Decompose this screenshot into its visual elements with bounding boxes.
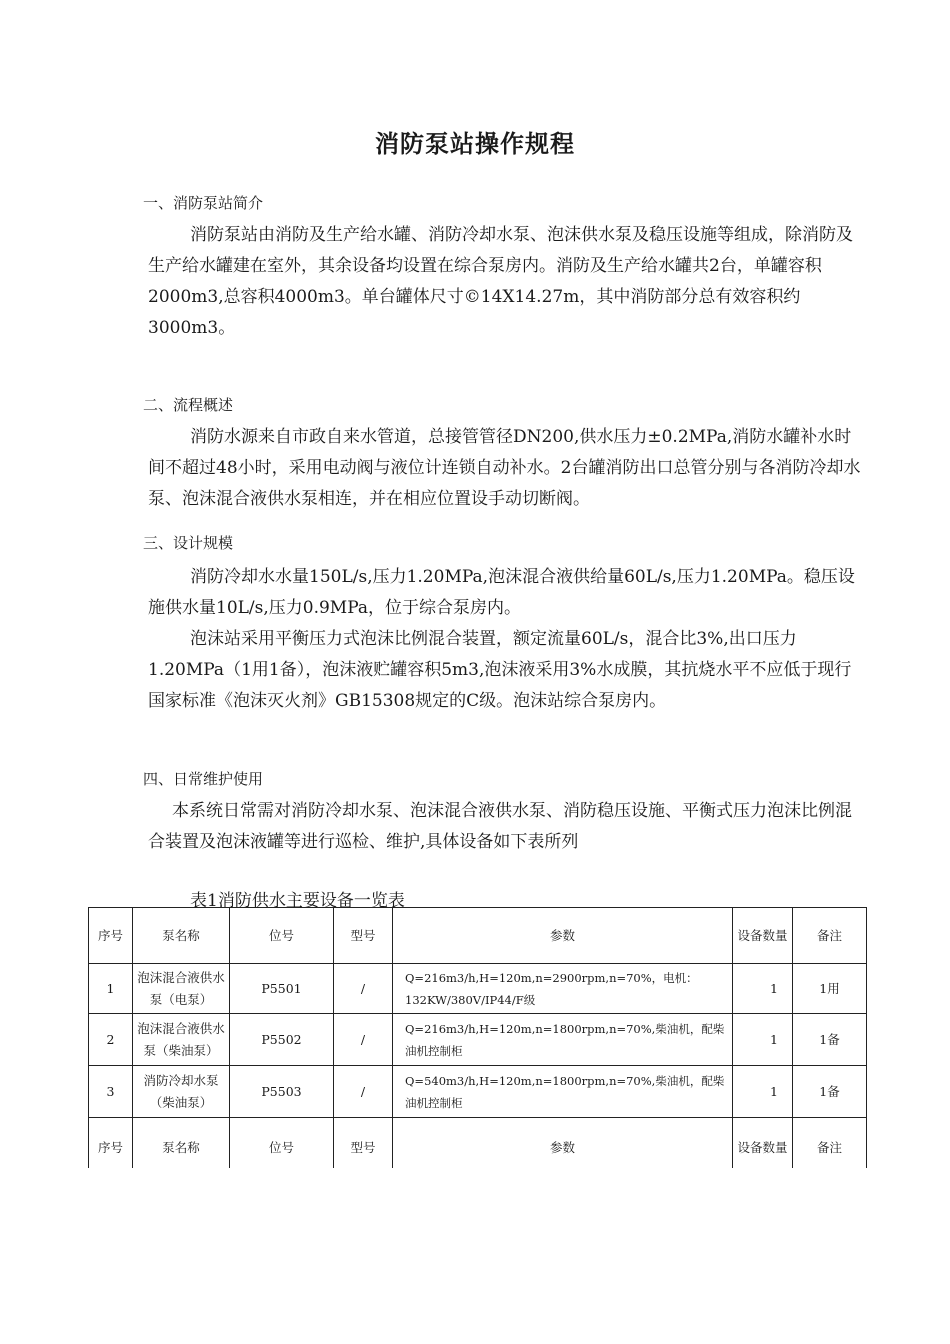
- header-cell: 备注: [793, 1118, 867, 1178]
- table-cell: 1: [733, 1066, 793, 1118]
- header-cell: 参数: [393, 1118, 733, 1178]
- header-cell: 泵名称: [133, 908, 230, 964]
- section-heading-3: 三、设计规模: [143, 534, 234, 552]
- header-cell: 设备数量: [733, 1118, 793, 1178]
- table-cell: P5501: [230, 964, 334, 1014]
- header-cell: 序号: [89, 1118, 133, 1178]
- table-cell: 1: [733, 1014, 793, 1066]
- table-cell: 3: [89, 1066, 133, 1118]
- table-cell: Q=216m3/h,H=120m,n=2900rpm,n=70%，电机：132KW/380V/IP44/F级: [393, 964, 733, 1014]
- section-4-paragraph: 本系统日常需对消防冷却水泵、泡沫混合液供水泵、消防稳压设施、平衡式压力泡沫比例混合装置及泡沫液罐等进行巡检、维护,具体设备如下表所列: [148, 801, 852, 852]
- table-cell: 2: [89, 1014, 133, 1066]
- section-heading-2: 二、流程概述: [143, 396, 234, 414]
- header-cell: 型号: [334, 1118, 393, 1178]
- section-1-paragraph: 消防泵站由消防及生产给水罐、消防冷却水泵、泡沫供水泵及稳压设施等组成，除消防及生产给水罐建在室外，其余设备均设置在综合泵房内。消防及生产给水罐共2台，单罐容积2000m3,总容积4000m3。单台罐体尺寸©14X14.27m，其中消防部分总有效容积约3000m3。: [148, 225, 853, 338]
- table-cell: 1: [89, 964, 133, 1014]
- table-cell: 1: [733, 964, 793, 1014]
- header-cell: 位号: [230, 1118, 334, 1178]
- table-cell: 泡沫混合液供水泵（电泵）: [133, 964, 230, 1014]
- table-row: [89, 964, 867, 1014]
- table-header-row: [89, 908, 867, 964]
- table-row: [89, 1014, 867, 1066]
- table-cell: /: [334, 1066, 393, 1118]
- table-row: [89, 1066, 867, 1118]
- header-cell: 备注: [793, 908, 867, 964]
- table-cell: P5502: [230, 1014, 334, 1066]
- table-cell: Q=540m3/h,H=120m,n=1800rpm,n=70%,柴油机，配柴油机控制柜: [393, 1066, 733, 1118]
- section-heading-4: 四、日常维护使用: [143, 770, 264, 788]
- section-3-paragraph-1: 消防冷却水水量150L/s,压力1.20MPa,泡沫混合液供给量60L/s,压力1.20MPa。稳压设施供水量10L/s,压力0.9MPa，位于综合泵房内。: [148, 567, 855, 618]
- section-3-paragraph-2: 泡沫站采用平衡压力式泡沫比例混合装置，额定流量60L/s，混合比3%,出口压力1.20MPa（1用1备），泡沫液贮罐容积5m3,泡沫液采用3%水成膜，其抗烧水平不应低于现行国家标准《泡沫灭火剂》GB15308规定的C级。泡沫站综合泵房内。: [148, 629, 852, 711]
- table-cell: 消防冷却水泵（柴油泵）: [133, 1066, 230, 1118]
- table-caption: 表1消防供水主要设备一览表: [190, 891, 405, 911]
- equipment-table: [88, 907, 867, 1178]
- section-heading-1: 一、消防泵站简介: [143, 194, 264, 212]
- table-cell: /: [334, 1014, 393, 1066]
- table-cell: 1用: [793, 964, 867, 1014]
- table-cell: /: [334, 964, 393, 1014]
- document-title: 消防泵站操作规程: [375, 130, 575, 158]
- header-cell: 序号: [89, 908, 133, 964]
- header-cell: 参数: [393, 908, 733, 964]
- table-cell: 1备: [793, 1014, 867, 1066]
- table-cell: P5503: [230, 1066, 334, 1118]
- table-cell: 泡沫混合液供水泵（柴油泵）: [133, 1014, 230, 1066]
- header-cell: 泵名称: [133, 1118, 230, 1178]
- header-cell: 位号: [230, 908, 334, 964]
- table-cell: Q=216m3/h,H=120m,n=1800rpm,n=70%,柴油机，配柴油机控制柜: [393, 1014, 733, 1066]
- header-cell: 型号: [334, 908, 393, 964]
- page-cutoff: [0, 1168, 950, 1344]
- table-cell: 1备: [793, 1066, 867, 1118]
- header-cell: 设备数量: [733, 908, 793, 964]
- section-2-paragraph: 消防水源来自市政自来水管道，总接管管径DN200,供水压力±0.2MPa,消防水罐补水时间不超过48小时，采用电动阀与液位计连锁自动补水。2台罐消防出口总管分别与各消防冷却水泵、泡沫混合液供水泵相连，并在相应位置设手动切断阀。: [148, 427, 861, 509]
